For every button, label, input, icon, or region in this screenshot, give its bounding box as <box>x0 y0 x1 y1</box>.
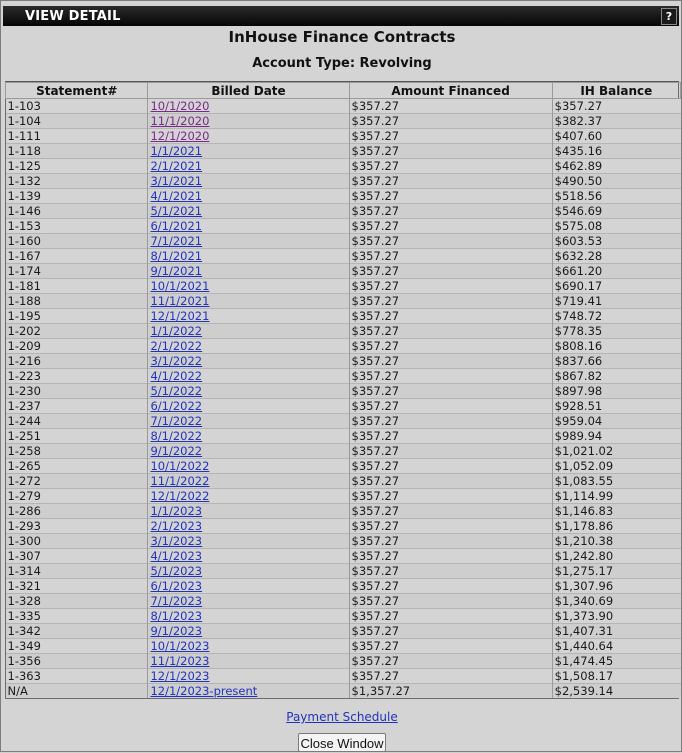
billed-date-link[interactable]: 2/1/2021 <box>150 159 203 173</box>
table-row <box>6 624 681 639</box>
billed-date-cell <box>148 159 349 174</box>
column-header-ih-balance: IH Balance <box>552 83 680 99</box>
statement-cell: 1-265 <box>6 459 148 474</box>
billed-date-link[interactable]: 1/1/2023 <box>150 504 203 518</box>
table-row <box>6 654 681 669</box>
statement-cell: 1-279 <box>6 489 148 504</box>
statement-cell: 1-335 <box>6 609 148 624</box>
ih-balance-cell: $1,242.80 <box>552 549 680 564</box>
billed-date-cell <box>148 489 349 504</box>
ih-balance-cell: $1,275.17 <box>552 564 680 579</box>
statement-cell: 1-300 <box>6 534 148 549</box>
statement-cell: 1-356 <box>6 654 148 669</box>
statement-cell: 1-195 <box>6 309 148 324</box>
billed-date-link[interactable]: 9/1/2021 <box>150 264 203 278</box>
amount-financed-cell: $357.27 <box>349 384 552 399</box>
ih-balance-cell: $719.41 <box>552 294 680 309</box>
billed-date-cell <box>148 504 349 519</box>
payment-schedule-link[interactable]: Payment Schedule <box>286 710 398 724</box>
table-row <box>6 129 681 144</box>
amount-financed-cell: $357.27 <box>349 429 552 444</box>
ih-balance-cell: $1,340.69 <box>552 594 680 609</box>
statement-cell: 1-307 <box>6 549 148 564</box>
billed-date-cell <box>148 309 349 324</box>
table-row <box>6 279 681 294</box>
close-window-button[interactable]: Close Window <box>298 733 386 752</box>
statement-cell: 1-342 <box>6 624 148 639</box>
amount-financed-cell: $357.27 <box>349 399 552 414</box>
ih-balance-cell: $928.51 <box>552 399 680 414</box>
window-title: VIEW DETAIL <box>25 9 121 24</box>
ih-balance-cell: $690.17 <box>552 279 680 294</box>
table-row <box>6 249 681 264</box>
statement-cell: 1-258 <box>6 444 148 459</box>
amount-financed-cell: $357.27 <box>349 534 552 549</box>
ih-balance-cell: $1,083.55 <box>552 474 680 489</box>
billed-date-cell <box>148 144 349 159</box>
billed-date-link[interactable]: 4/1/2023 <box>150 549 203 563</box>
table-header-row <box>6 83 681 99</box>
billed-date-cell <box>148 459 349 474</box>
table-row <box>6 444 681 459</box>
table-row <box>6 324 681 339</box>
statement-cell: 1-216 <box>6 354 148 369</box>
billed-date-cell <box>148 234 349 249</box>
amount-financed-cell: $357.27 <box>349 189 552 204</box>
table-row <box>6 684 681 699</box>
amount-financed-cell: $357.27 <box>349 279 552 294</box>
billed-date-link[interactable]: 7/1/2022 <box>150 414 203 428</box>
billed-date-link[interactable]: 3/1/2021 <box>150 174 203 188</box>
billed-date-link[interactable]: 2/1/2022 <box>150 339 203 353</box>
amount-financed-cell: $357.27 <box>349 369 552 384</box>
billed-date-cell <box>148 114 349 129</box>
billed-date-link[interactable]: 7/1/2023 <box>150 594 203 608</box>
contracts-table <box>5 82 681 698</box>
account-type: Account Type: Revolving <box>252 56 432 71</box>
amount-financed-cell: $357.27 <box>349 519 552 534</box>
amount-financed-cell: $357.27 <box>349 564 552 579</box>
table-row <box>6 174 681 189</box>
statement-cell: 1-103 <box>6 99 148 114</box>
billed-date-cell <box>148 549 349 564</box>
statement-cell: 1-153 <box>6 219 148 234</box>
ih-balance-cell: $1,210.38 <box>552 534 680 549</box>
page-title: InHouse Finance Contracts <box>228 28 456 46</box>
amount-financed-cell: $357.27 <box>349 324 552 339</box>
table-row <box>6 384 681 399</box>
table-row <box>6 219 681 234</box>
table-row <box>6 639 681 654</box>
ih-balance-cell: $1,052.09 <box>552 459 680 474</box>
billed-date-link[interactable]: 8/1/2022 <box>150 429 203 443</box>
ih-balance-cell: $462.89 <box>552 159 680 174</box>
statement-cell: 1-223 <box>6 369 148 384</box>
billed-date-link[interactable]: 11/1/2023 <box>150 654 210 668</box>
table-row <box>6 114 681 129</box>
billed-date-link[interactable]: 7/1/2021 <box>150 234 203 248</box>
ih-balance-cell: $575.08 <box>552 219 680 234</box>
billed-date-link[interactable]: 3/1/2022 <box>150 354 203 368</box>
billed-date-cell <box>148 654 349 669</box>
amount-financed-cell: $357.27 <box>349 129 552 144</box>
ih-balance-cell: $1,307.96 <box>552 579 680 594</box>
table-row <box>6 264 681 279</box>
billed-date-link[interactable]: 1/1/2022 <box>150 324 203 338</box>
amount-financed-cell: $1,357.27 <box>349 684 552 699</box>
amount-financed-cell: $357.27 <box>349 594 552 609</box>
ih-balance-cell: $837.66 <box>552 354 680 369</box>
title-bar <box>3 6 679 26</box>
amount-financed-cell: $357.27 <box>349 354 552 369</box>
statement-cell: 1-321 <box>6 579 148 594</box>
table-row <box>6 399 681 414</box>
statement-cell: 1-209 <box>6 339 148 354</box>
ih-balance-cell: $1,146.83 <box>552 504 680 519</box>
billed-date-link[interactable]: 3/1/2023 <box>150 534 203 548</box>
table-row <box>6 294 681 309</box>
table-row <box>6 549 681 564</box>
table-row <box>6 579 681 594</box>
table-row <box>6 369 681 384</box>
statement-cell: 1-328 <box>6 594 148 609</box>
table-row <box>6 354 681 369</box>
billed-date-cell <box>148 264 349 279</box>
billed-date-link[interactable]: 12/1/2022 <box>150 489 210 503</box>
amount-financed-cell: $357.27 <box>349 549 552 564</box>
ih-balance-cell: $632.28 <box>552 249 680 264</box>
ih-balance-cell: $1,407.31 <box>552 624 680 639</box>
amount-financed-cell: $357.27 <box>349 414 552 429</box>
amount-financed-cell: $357.27 <box>349 174 552 189</box>
table-row <box>6 669 681 684</box>
billed-date-link[interactable]: 10/1/2020 <box>150 99 210 113</box>
billed-date-link[interactable]: 9/1/2022 <box>150 444 203 458</box>
billed-date-cell <box>148 279 349 294</box>
statement-cell: 1-125 <box>6 159 148 174</box>
statement-cell: 1-111 <box>6 129 148 144</box>
billed-date-cell <box>148 414 349 429</box>
statement-cell: 1-181 <box>6 279 148 294</box>
statement-cell: 1-251 <box>6 429 148 444</box>
amount-financed-cell: $357.27 <box>349 624 552 639</box>
statement-cell: 1-293 <box>6 519 148 534</box>
statement-cell: 1-230 <box>6 384 148 399</box>
ih-balance-cell: $748.72 <box>552 309 680 324</box>
table-row <box>6 459 681 474</box>
table-row <box>6 414 681 429</box>
statement-cell: 1-139 <box>6 189 148 204</box>
billed-date-cell <box>148 474 349 489</box>
billed-date-cell <box>148 384 349 399</box>
statement-cell: 1-272 <box>6 474 148 489</box>
statement-cell: 1-132 <box>6 174 148 189</box>
ih-balance-cell: $490.50 <box>552 174 680 189</box>
amount-financed-cell: $357.27 <box>349 114 552 129</box>
amount-financed-cell: $357.27 <box>349 444 552 459</box>
amount-financed-cell: $357.27 <box>349 144 552 159</box>
billed-date-cell <box>148 369 349 384</box>
statement-cell: 1-349 <box>6 639 148 654</box>
billed-date-link[interactable]: 12/1/2023 <box>150 669 210 683</box>
ih-balance-cell: $518.56 <box>552 189 680 204</box>
table-row <box>6 204 681 219</box>
billed-date-cell <box>148 99 349 114</box>
statement-cell: 1-188 <box>6 294 148 309</box>
ih-balance-cell: $897.98 <box>552 384 680 399</box>
statement-cell: 1-202 <box>6 324 148 339</box>
billed-date-cell <box>148 399 349 414</box>
amount-financed-cell: $357.27 <box>349 504 552 519</box>
billed-date-cell <box>148 624 349 639</box>
ih-balance-cell: $357.27 <box>552 99 680 114</box>
billed-date-cell <box>148 534 349 549</box>
billed-date-cell <box>148 129 349 144</box>
billed-date-link[interactable]: 12/1/2021 <box>150 309 210 323</box>
payment-schedule-container <box>1 710 682 724</box>
table-row <box>6 564 681 579</box>
statement-cell: N/A <box>6 684 148 699</box>
ih-balance-cell: $435.16 <box>552 144 680 159</box>
ih-balance-cell: $1,440.64 <box>552 639 680 654</box>
statement-cell: 1-363 <box>6 669 148 684</box>
amount-financed-cell: $357.27 <box>349 264 552 279</box>
table-row <box>6 534 681 549</box>
statement-cell: 1-314 <box>6 564 148 579</box>
billed-date-link[interactable]: 5/1/2023 <box>150 564 203 578</box>
ih-balance-cell: $382.37 <box>552 114 680 129</box>
ih-balance-cell: $1,373.90 <box>552 609 680 624</box>
billed-date-link[interactable]: 6/1/2021 <box>150 219 203 233</box>
billed-date-cell <box>148 189 349 204</box>
amount-financed-cell: $357.27 <box>349 309 552 324</box>
contracts-table-container <box>5 81 679 699</box>
amount-financed-cell: $357.27 <box>349 159 552 174</box>
column-header-amount-financed: Amount Financed <box>349 83 552 99</box>
table-row <box>6 504 681 519</box>
amount-financed-cell: $357.27 <box>349 654 552 669</box>
table-row <box>6 594 681 609</box>
billed-date-cell <box>148 609 349 624</box>
billed-date-cell <box>148 219 349 234</box>
table-row <box>6 609 681 624</box>
amount-financed-cell: $357.27 <box>349 474 552 489</box>
billed-date-link[interactable]: 10/1/2021 <box>150 279 210 293</box>
ih-balance-cell: $661.20 <box>552 264 680 279</box>
billed-date-cell <box>148 339 349 354</box>
billed-date-link[interactable]: 11/1/2022 <box>150 474 210 488</box>
ih-balance-cell: $867.82 <box>552 369 680 384</box>
amount-financed-cell: $357.27 <box>349 204 552 219</box>
table-row <box>6 159 681 174</box>
ih-balance-cell: $1,474.45 <box>552 654 680 669</box>
billed-date-cell <box>148 249 349 264</box>
table-row <box>6 99 681 114</box>
statement-cell: 1-167 <box>6 249 148 264</box>
column-header-billed-date: Billed Date <box>148 83 349 99</box>
billed-date-link[interactable]: 8/1/2023 <box>150 609 203 623</box>
billed-date-link[interactable]: 11/1/2021 <box>150 294 210 308</box>
billed-date-cell <box>148 324 349 339</box>
billed-date-cell <box>148 564 349 579</box>
ih-balance-cell: $546.69 <box>552 204 680 219</box>
amount-financed-cell: $357.27 <box>349 579 552 594</box>
statement-cell: 1-118 <box>6 144 148 159</box>
billed-date-cell <box>148 174 349 189</box>
ih-balance-cell: $959.04 <box>552 414 680 429</box>
table-row <box>6 309 681 324</box>
ih-balance-cell: $407.60 <box>552 129 680 144</box>
billed-date-cell <box>148 354 349 369</box>
amount-financed-cell: $357.27 <box>349 339 552 354</box>
help-icon[interactable]: ? <box>661 8 677 25</box>
billed-date-link[interactable]: 4/1/2022 <box>150 369 203 383</box>
amount-financed-cell: $357.27 <box>349 639 552 654</box>
billed-date-cell <box>148 669 349 684</box>
ih-balance-cell: $989.94 <box>552 429 680 444</box>
statement-cell: 1-244 <box>6 414 148 429</box>
amount-financed-cell: $357.27 <box>349 99 552 114</box>
billed-date-link[interactable]: 11/1/2020 <box>150 114 210 128</box>
ih-balance-cell: $1,178.86 <box>552 519 680 534</box>
billed-date-cell <box>148 519 349 534</box>
ih-balance-cell: $778.35 <box>552 324 680 339</box>
amount-financed-cell: $357.27 <box>349 609 552 624</box>
billed-date-cell <box>148 204 349 219</box>
table-row <box>6 519 681 534</box>
statement-cell: 1-160 <box>6 234 148 249</box>
table-row <box>6 189 681 204</box>
amount-financed-cell: $357.27 <box>349 219 552 234</box>
ih-balance-cell: $1,508.17 <box>552 669 680 684</box>
billed-date-link[interactable]: 2/1/2023 <box>150 519 203 533</box>
ih-balance-cell: $1,021.02 <box>552 444 680 459</box>
statement-cell: 1-286 <box>6 504 148 519</box>
column-header-statement: Statement# <box>6 83 148 99</box>
table-row <box>6 429 681 444</box>
billed-date-link[interactable]: 8/1/2021 <box>150 249 203 263</box>
billed-date-link[interactable]: 5/1/2021 <box>150 204 203 218</box>
amount-financed-cell: $357.27 <box>349 294 552 309</box>
table-row <box>6 144 681 159</box>
ih-balance-cell: $2,539.14 <box>552 684 680 699</box>
billed-date-cell <box>148 429 349 444</box>
billed-date-link[interactable]: 10/1/2022 <box>150 459 210 473</box>
amount-financed-cell: $357.27 <box>349 459 552 474</box>
ih-balance-cell: $603.53 <box>552 234 680 249</box>
ih-balance-cell: $808.16 <box>552 339 680 354</box>
billed-date-cell <box>148 594 349 609</box>
billed-date-cell <box>148 444 349 459</box>
statement-cell: 1-104 <box>6 114 148 129</box>
billed-date-link[interactable]: 1/1/2021 <box>150 144 203 158</box>
ih-balance-cell: $1,114.99 <box>552 489 680 504</box>
billed-date-link[interactable]: 9/1/2023 <box>150 624 203 638</box>
billed-date-link[interactable]: 6/1/2022 <box>150 399 203 413</box>
amount-financed-cell: $357.27 <box>349 489 552 504</box>
table-row <box>6 489 681 504</box>
statement-cell: 1-237 <box>6 399 148 414</box>
billed-date-cell <box>148 294 349 309</box>
billed-date-link[interactable]: 5/1/2022 <box>150 384 203 398</box>
billed-date-link[interactable]: 10/1/2023 <box>150 639 210 653</box>
amount-financed-cell: $357.27 <box>349 249 552 264</box>
billed-date-cell <box>148 639 349 654</box>
statement-cell: 1-174 <box>6 264 148 279</box>
billed-date-link[interactable]: 12/1/2020 <box>150 129 210 143</box>
amount-financed-cell: $357.27 <box>349 669 552 684</box>
billed-date-cell <box>148 579 349 594</box>
table-row <box>6 339 681 354</box>
statement-cell: 1-146 <box>6 204 148 219</box>
table-row <box>6 474 681 489</box>
amount-financed-cell: $357.27 <box>349 234 552 249</box>
billed-date-link[interactable]: 12/1/2023-present <box>150 684 258 698</box>
table-row <box>6 234 681 249</box>
billed-date-link[interactable]: 6/1/2023 <box>150 579 203 593</box>
billed-date-link[interactable]: 4/1/2021 <box>150 189 203 203</box>
billed-date-cell <box>148 684 349 699</box>
